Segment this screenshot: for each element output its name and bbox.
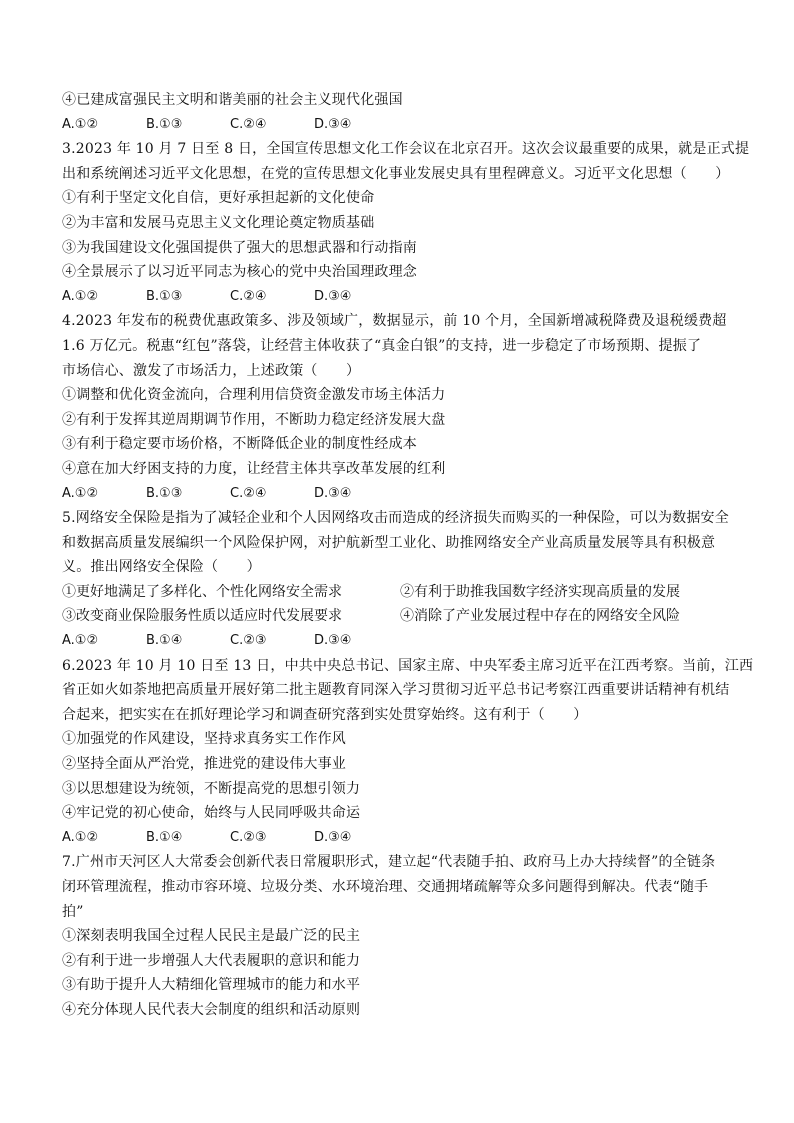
q2-option-c: C.②④ (230, 116, 267, 132)
q7-item-3: ③有助于提升人大精细化管理城市的能力和水平 (62, 977, 361, 994)
question-6 (62, 654, 754, 851)
q5-item-2: ②有利于助推我国数字经济实现高质量的发展 (400, 583, 680, 600)
q4-item-3: ③有利于稳定要市场价格，不断降低企业的制度性经成本 (62, 436, 417, 453)
q7-item-2: ②有利于进一步增强人大代表履职的意识和能力 (62, 952, 361, 969)
q4-option-a: A.①② (62, 485, 99, 501)
q6-item-4: ④牢记党的初心使命，始终与人民同呼吸共命运 (62, 805, 361, 822)
q4-option-d: D.③④ (314, 485, 352, 501)
q3-option-b: B.①③ (146, 288, 183, 304)
q3-option-a: A.①② (62, 288, 99, 304)
q4-option-c: C.②④ (230, 485, 267, 501)
question-4 (62, 309, 732, 506)
q6-option-b: B.①④ (146, 829, 183, 845)
q5-stem-line-3: 义。推出网络安全保险（ ） (62, 559, 261, 576)
q7-item-4: ④充分体现人民代表大会制度的组织和活动原则 (62, 1001, 361, 1018)
q5-options (62, 629, 732, 654)
q7-item-1: ①深刻表明我国全过程人民民主是最广泛的民主 (62, 928, 361, 945)
q4-stem-line-1: 4.2023 年发布的税费优惠政策多、涉及领域广，数据显示，前 10 个月，全国新增减税降费及退税缓费超 (62, 313, 727, 330)
q2-option-b: B.①③ (146, 116, 183, 132)
q7-stem-line-3: 拍” (62, 903, 84, 920)
q5-option-c: C.②③ (230, 633, 267, 649)
q2-item-4: ④已建成富强民主文明和谐美丽的社会主义现代化强国 (62, 92, 403, 108)
q5-items-row-1 (62, 580, 732, 605)
q3-options (62, 285, 732, 310)
q3-item-2: ②为丰富和发展马克思主义文化理论奠定物质基础 (62, 214, 375, 231)
q6-item-2: ②坚持全面从严治党，推进党的建设伟大事业 (62, 756, 346, 773)
question-7 (62, 850, 732, 1022)
q5-option-d: D.③④ (314, 633, 352, 649)
q6-item-3: ③以思想建设为统领，不断提高党的思想引领力 (62, 780, 361, 797)
q5-item-4: ④消除了产业发展过程中存在的网络安全风险 (400, 608, 680, 625)
q4-item-4: ④意在加大纾困支持的力度，让经营主体共享改革发展的红利 (62, 460, 446, 477)
q5-stem-line-2: 和数据高质量发展编织一个风险保护网，对护航新型工业化、助推网络安全产业高质量发展等具有积极意 (62, 534, 716, 551)
q2-options (62, 113, 732, 138)
q6-stem-line-2: 省正如火如荼地把高质量开展好第二批主题教育同深入学习贯彻习近平总书记考察江西重要讲话精神有机结 (62, 682, 730, 699)
q4-item-2: ②有利于发挥其逆周期调节作用，不断助力稳定经济发展大盘 (62, 411, 446, 428)
q3-option-c: C.②④ (230, 288, 267, 304)
q5-item-1: ①更好地满足了多样化、个性化网络安全需求 (62, 583, 342, 600)
exam-page (62, 88, 754, 1023)
q4-stem-line-3: 市场信心、激发了市场活力，上述政策（ ） (62, 362, 361, 379)
q3-option-d: D.③④ (314, 288, 352, 304)
question-3 (62, 137, 750, 309)
q4-option-b: B.①③ (146, 485, 183, 501)
q7-stem-line-1: 7.广州市天河区人大常委会创新代表日常履职形式，建立起“代表随手拍、政府马上办大持续督”的全链条 (62, 854, 716, 871)
q5-option-a: A.①② (62, 633, 99, 649)
q4-stem-line-2: 1.6 万亿元。税惠“红包”落袋，让经营主体收获了“真金白银”的支持，进一步稳定了市场预期、提振了 (62, 337, 702, 354)
q2-option-d: D.③④ (314, 116, 352, 132)
q6-option-d: D.③④ (314, 829, 352, 845)
q6-item-1: ①加强党的作风建设，坚持求真务实工作作风 (62, 731, 346, 748)
q3-item-4: ④全景展示了以习近平同志为核心的党中央治国理政理念 (62, 264, 417, 281)
q6-stem-line-1: 6.2023 年 10 月 10 日至 13 日，中共中央总书记、国家主席、中央军委主席习近平在江西考察。当前，江西 (62, 657, 754, 674)
q5-item-3: ③改变商业保险服务性质以适应时代发展要求 (62, 608, 342, 625)
q2-option-a: A.①② (62, 116, 99, 132)
q3-item-1: ①有利于坚定文化自信，更好承担起新的文化使命 (62, 190, 375, 207)
q3-stem-line-2: 出和系统阐述习近平文化思想，在党的宣传思想文化事业发展史具有里程碑意义。习近平文化思想（ ） (62, 165, 730, 182)
q6-option-c: C.②③ (230, 829, 267, 845)
q4-options (62, 482, 732, 507)
q6-option-a: A.①② (62, 829, 99, 845)
q5-items-row-2 (62, 604, 732, 629)
q6-options (62, 826, 732, 851)
question-5 (62, 506, 732, 654)
q6-stem-line-3: 合起来，把实实在在抓好理论学习和调查研究落到实处贯穿始终。这有利于（ ） (62, 706, 588, 723)
q5-stem-line-1: 5.网络安全保险是指为了减轻企业和个人因网络攻击而造成的经济损失而购买的一种保险，可以为数据安全 (62, 510, 729, 527)
q4-item-1: ①调整和优化资金流向，合理利用信贷资金激发市场主体活力 (62, 387, 446, 404)
q5-option-b: B.①④ (146, 633, 183, 649)
q3-item-3: ③为我国建设文化强国提供了强大的思想武器和行动指南 (62, 239, 417, 256)
q3-stem-line-1: 3.2023 年 10 月 7 日至 8 日，全国宣传思想文化工作会议在北京召开。这次会议最重要的成果，就是正式提 (62, 141, 750, 158)
q7-stem-line-2: 闭环管理流程，推动市容环境、垃圾分类、水环境治理、交通拥堵疏解等众多问题得到解决。代表“随手 (62, 879, 709, 895)
